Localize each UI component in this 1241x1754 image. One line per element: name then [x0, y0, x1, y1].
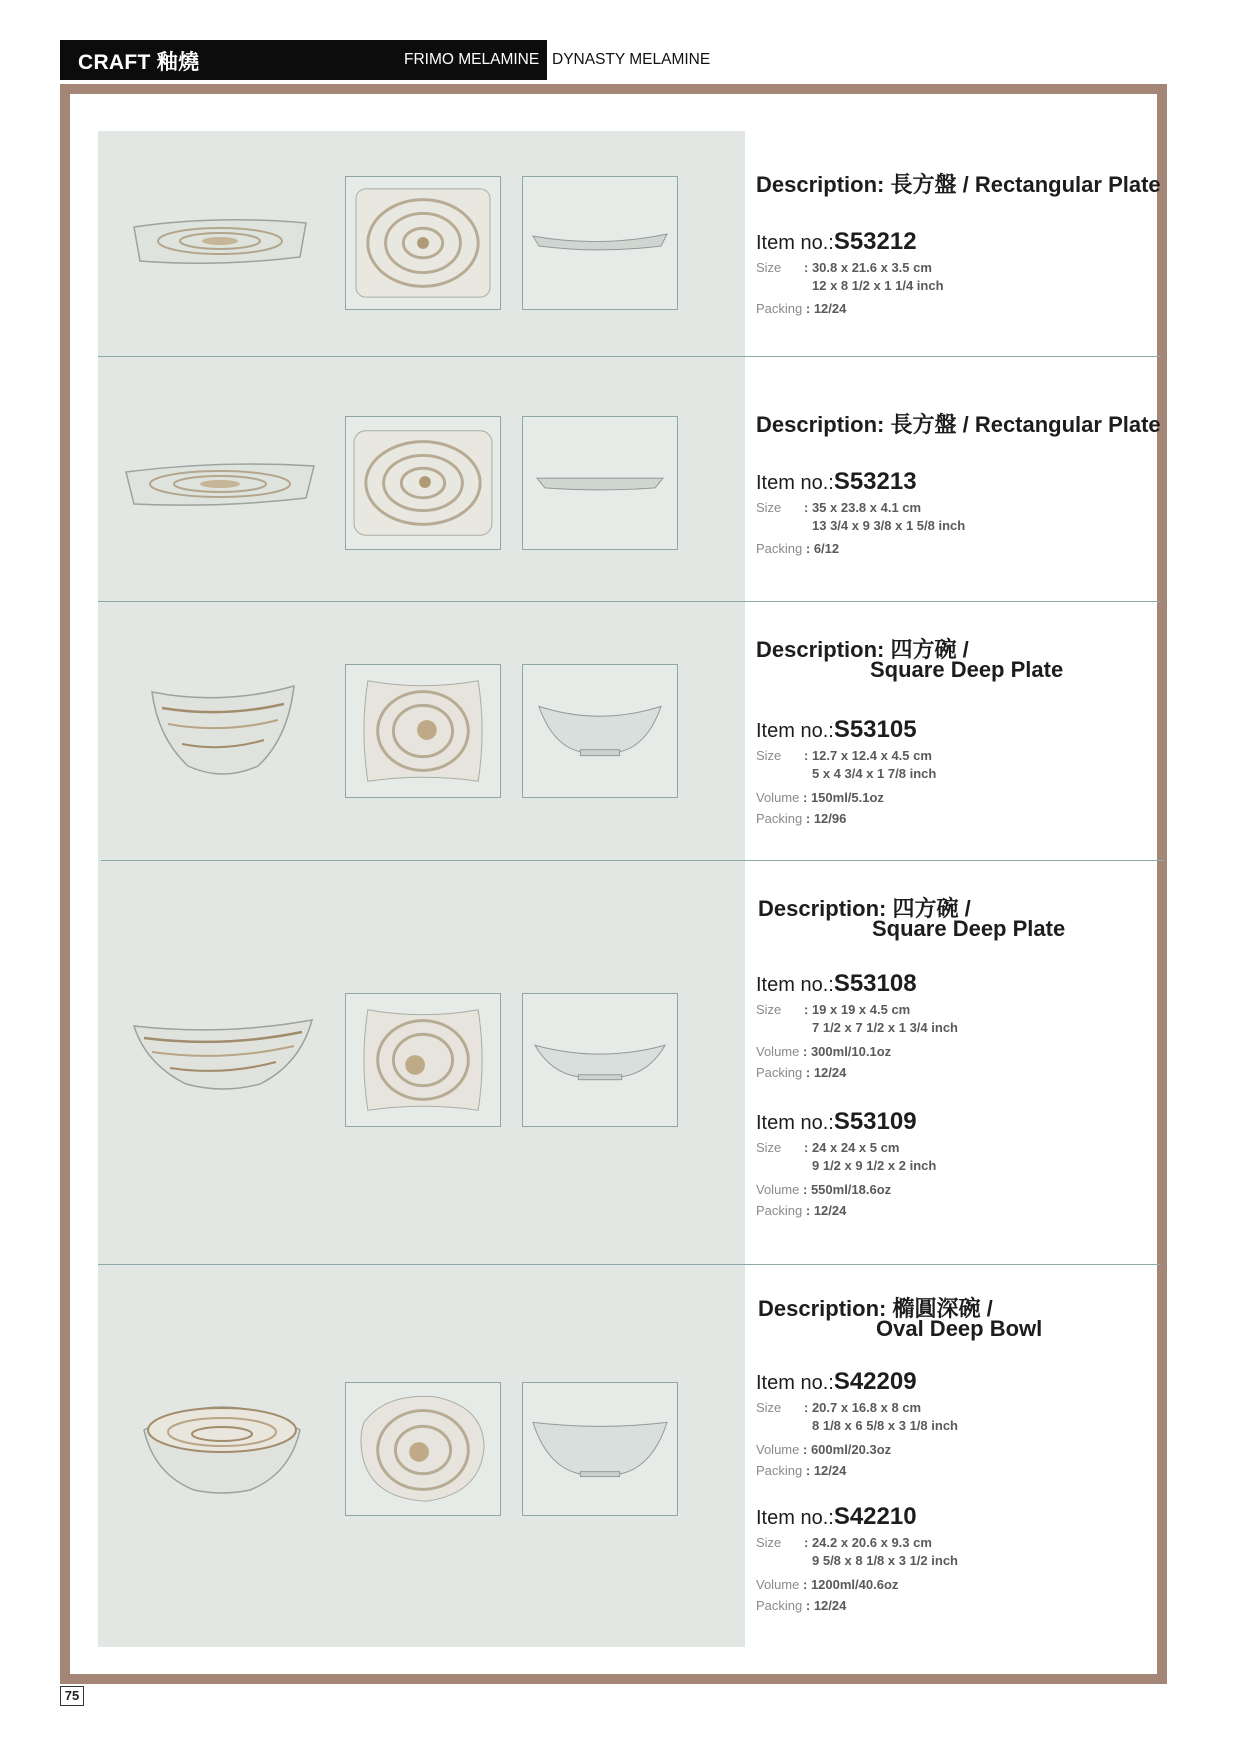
- size-spec-inch: [812, 1553, 958, 1568]
- product-photo-oval-deep-bowl: [140, 1390, 304, 1496]
- size-label: Size: [756, 1140, 782, 1155]
- size-label: Size: [756, 1002, 782, 1017]
- packing-value: : 12/96: [805, 811, 847, 826]
- tab-frimo-melamine[interactable]: FRIMO MELAMINE: [404, 51, 540, 68]
- item-label: Item no.:: [756, 720, 834, 742]
- brand-title: CRAFT 釉燒: [78, 51, 200, 74]
- size-label: Size: [756, 500, 782, 515]
- size-inch: 7 1/2 x 7 1/2 x 1 3/4 inch: [812, 1020, 958, 1035]
- volume-spec: [756, 1442, 891, 1457]
- size-inch: 9 5/8 x 8 1/8 x 3 1/2 inch: [812, 1553, 958, 1568]
- product-top-view: [345, 993, 501, 1127]
- item-code: S53212: [833, 228, 917, 255]
- packing-spec: [756, 1463, 846, 1478]
- packing-value: : 12/24: [805, 1598, 847, 1613]
- divider: [98, 356, 1161, 357]
- divider: [98, 601, 1161, 602]
- size-inch: 5 x 4 3/4 x 1 7/8 inch: [812, 766, 937, 781]
- item-label: Item no.:: [756, 974, 834, 996]
- size-cm: : 24 x 24 x 5 cm: [804, 1140, 900, 1155]
- volume-label: Volume: [756, 1182, 800, 1197]
- size-label: Size: [756, 1400, 782, 1415]
- description-label: Description:: [756, 412, 885, 437]
- description-text: 長方盤 / Rectangular Plate: [890, 412, 1161, 437]
- item-number: [756, 1368, 917, 1396]
- product-description-en: Square Deep Plate: [870, 657, 1064, 682]
- product-photo-square-deep-plate: [130, 1012, 316, 1094]
- size-spec-inch: [812, 518, 965, 533]
- size-spec-inch: [812, 278, 944, 293]
- packing-value: : 12/24: [805, 1203, 847, 1218]
- volume-value: : 1200ml/40.6oz: [803, 1577, 899, 1592]
- volume-spec: [756, 790, 884, 805]
- packing-spec: [756, 1065, 846, 1080]
- packing-label: Packing: [756, 1598, 803, 1613]
- size-spec-inch: [812, 1418, 958, 1433]
- size-label: Size: [756, 260, 782, 275]
- product-top-view: [345, 416, 501, 550]
- item-number: [756, 468, 917, 496]
- size-cm: : 30.8 x 21.6 x 3.5 cm: [804, 260, 932, 275]
- page-number: 75: [60, 1686, 84, 1706]
- packing-label: Packing: [756, 301, 803, 316]
- item-code: S42210: [833, 1503, 917, 1530]
- product-side-view: [522, 416, 678, 550]
- product-side-view: [522, 993, 678, 1127]
- divider: [101, 860, 1164, 861]
- packing-spec: [756, 1203, 846, 1218]
- product-description: [756, 168, 1161, 199]
- size-spec: [756, 1140, 899, 1155]
- description-label: Description:: [758, 1296, 887, 1321]
- volume-spec: [756, 1577, 898, 1592]
- item-code: S53105: [833, 716, 917, 743]
- packing-label: Packing: [756, 541, 803, 556]
- packing-spec: [756, 301, 846, 316]
- packing-value: : 12/24: [805, 1463, 847, 1478]
- volume-value: : 550ml/18.6oz: [803, 1182, 892, 1197]
- product-top-view: [345, 176, 501, 310]
- description-label: Description:: [758, 896, 887, 921]
- volume-label: Volume: [756, 1577, 800, 1592]
- size-cm: : 35 x 23.8 x 4.1 cm: [804, 500, 922, 515]
- packing-label: Packing: [756, 1065, 803, 1080]
- volume-value: : 600ml/20.3oz: [803, 1442, 892, 1457]
- item-label: Item no.:: [756, 472, 834, 494]
- product-side-view: [522, 1382, 678, 1516]
- size-spec: [756, 748, 932, 763]
- product-description: [756, 408, 1161, 439]
- size-cm: : 24.2 x 20.6 x 9.3 cm: [804, 1535, 932, 1550]
- divider: [98, 1264, 1161, 1265]
- item-code: S42209: [833, 1368, 917, 1395]
- description-label: Description:: [756, 172, 885, 197]
- volume-spec: [756, 1044, 891, 1059]
- item-code: S53213: [833, 468, 917, 495]
- item-number: [756, 228, 917, 256]
- packing-label: Packing: [756, 1463, 803, 1478]
- packing-value: : 12/24: [805, 1065, 847, 1080]
- size-spec: [756, 1002, 910, 1017]
- product-side-view: [522, 176, 678, 310]
- description-text: 四方碗 /: [890, 637, 969, 662]
- product-top-view: [345, 664, 501, 798]
- size-cm: : 20.7 x 16.8 x 8 cm: [804, 1400, 922, 1415]
- item-label: Item no.:: [756, 1112, 834, 1134]
- size-inch: 12 x 8 1/2 x 1 1/4 inch: [812, 278, 944, 293]
- volume-label: Volume: [756, 1442, 800, 1457]
- size-cm: : 12.7 x 12.4 x 4.5 cm: [804, 748, 932, 763]
- size-spec: [756, 260, 932, 275]
- product-top-view: [345, 1382, 501, 1516]
- product-photo-rectangular-plate: [122, 450, 318, 516]
- item-label: Item no.:: [756, 1507, 834, 1529]
- packing-label: Packing: [756, 811, 803, 826]
- packing-spec: [756, 811, 846, 826]
- packing-spec: [756, 541, 839, 556]
- item-number: [756, 1503, 917, 1531]
- size-inch: 9 1/2 x 9 1/2 x 2 inch: [812, 1158, 937, 1173]
- size-spec: [756, 1535, 932, 1550]
- volume-value: : 150ml/5.1oz: [803, 790, 884, 805]
- size-label: Size: [756, 1535, 782, 1550]
- item-number: [756, 1108, 917, 1136]
- packing-value: : 6/12: [805, 541, 840, 556]
- size-label: Size: [756, 748, 782, 763]
- packing-spec: [756, 1598, 846, 1613]
- product-description-en: Oval Deep Bowl: [876, 1316, 1043, 1341]
- volume-label: Volume: [756, 1044, 800, 1059]
- size-spec-inch: [812, 1158, 936, 1173]
- size-cm: : 19 x 19 x 4.5 cm: [804, 1002, 911, 1017]
- description-text: 長方盤 / Rectangular Plate: [890, 172, 1161, 197]
- item-label: Item no.:: [756, 232, 834, 254]
- size-spec: [756, 500, 921, 515]
- volume-label: Volume: [756, 790, 800, 805]
- product-description-en: Square Deep Plate: [872, 916, 1066, 941]
- product-photo-square-deep-plate: [148, 678, 298, 786]
- tab-dynasty-melamine[interactable]: DYNASTY MELAMINE: [552, 51, 711, 68]
- volume-value: : 300ml/10.1oz: [803, 1044, 892, 1059]
- volume-spec: [756, 1182, 891, 1197]
- product-side-view: [522, 664, 678, 798]
- item-number: [756, 970, 917, 998]
- size-spec: [756, 1400, 921, 1415]
- size-inch: 13 3/4 x 9 3/8 x 1 5/8 inch: [812, 518, 966, 533]
- packing-label: Packing: [756, 1203, 803, 1218]
- item-code: S53109: [833, 1108, 917, 1135]
- item-code: S53108: [833, 970, 917, 997]
- description-text: 四方碗 /: [892, 896, 971, 921]
- description-text: 橢圓深碗 /: [892, 1296, 993, 1321]
- item-number: [756, 716, 917, 744]
- size-inch: 8 1/8 x 6 5/8 x 3 1/8 inch: [812, 1418, 958, 1433]
- size-spec-inch: [812, 766, 936, 781]
- size-spec-inch: [812, 1020, 958, 1035]
- product-photo-rectangular-plate: [128, 205, 312, 275]
- description-label: Description:: [756, 637, 885, 662]
- packing-value: : 12/24: [805, 301, 847, 316]
- item-label: Item no.:: [756, 1372, 834, 1394]
